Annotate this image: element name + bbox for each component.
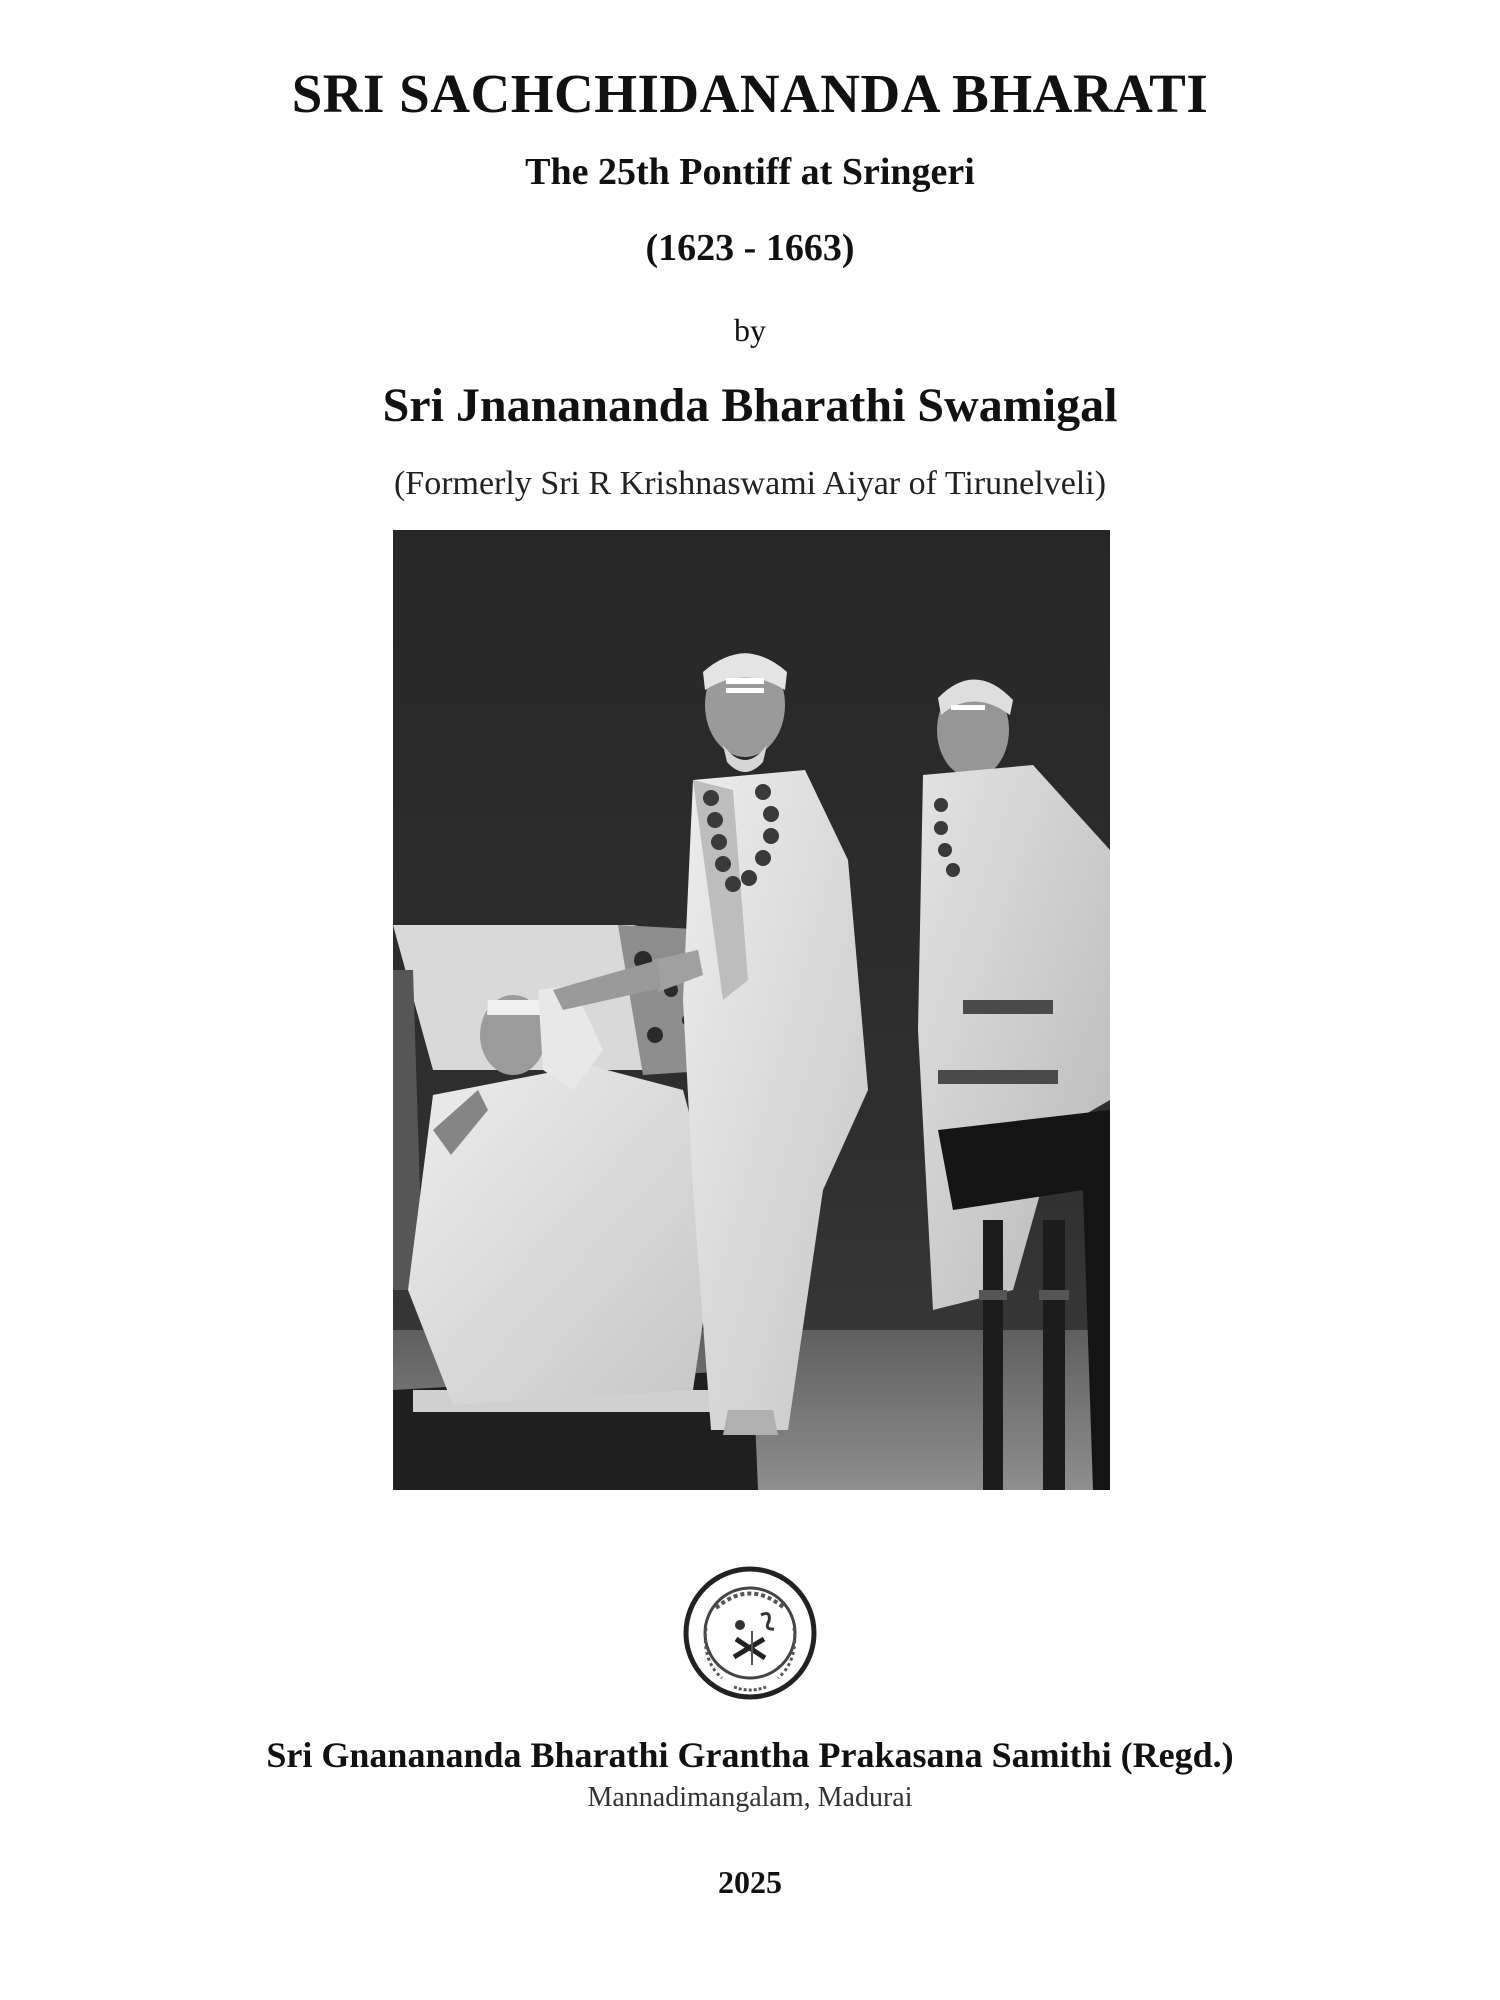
book-subtitle: The 25th Pontiff at Sringeri bbox=[525, 151, 975, 193]
author-former-name: (Formerly Sri R Krishnaswami Aiyar of Tirunelveli) bbox=[393, 465, 1107, 502]
book-title: SRI SACHCHIDANANDA BHARATI bbox=[291, 63, 1209, 124]
cover-photograph bbox=[393, 530, 1110, 1490]
photograph-illustration bbox=[393, 530, 1110, 1490]
pontiff-years: (1623 - 1663) bbox=[645, 227, 855, 269]
publication-year: 2025 bbox=[718, 1864, 782, 1900]
seal-illustration bbox=[682, 1565, 818, 1701]
by-line: by bbox=[734, 312, 766, 348]
publisher-name: Sri Gnanananda Bharathi Grantha Prakasana Samithi (Regd.) bbox=[266, 1735, 1234, 1775]
publisher-seal-icon bbox=[682, 1565, 818, 1701]
publisher-place: Mannadimangalam, Madurai bbox=[587, 1782, 913, 1813]
author-name: Sri Jnanananda Bharathi Swamigal bbox=[382, 379, 1118, 432]
